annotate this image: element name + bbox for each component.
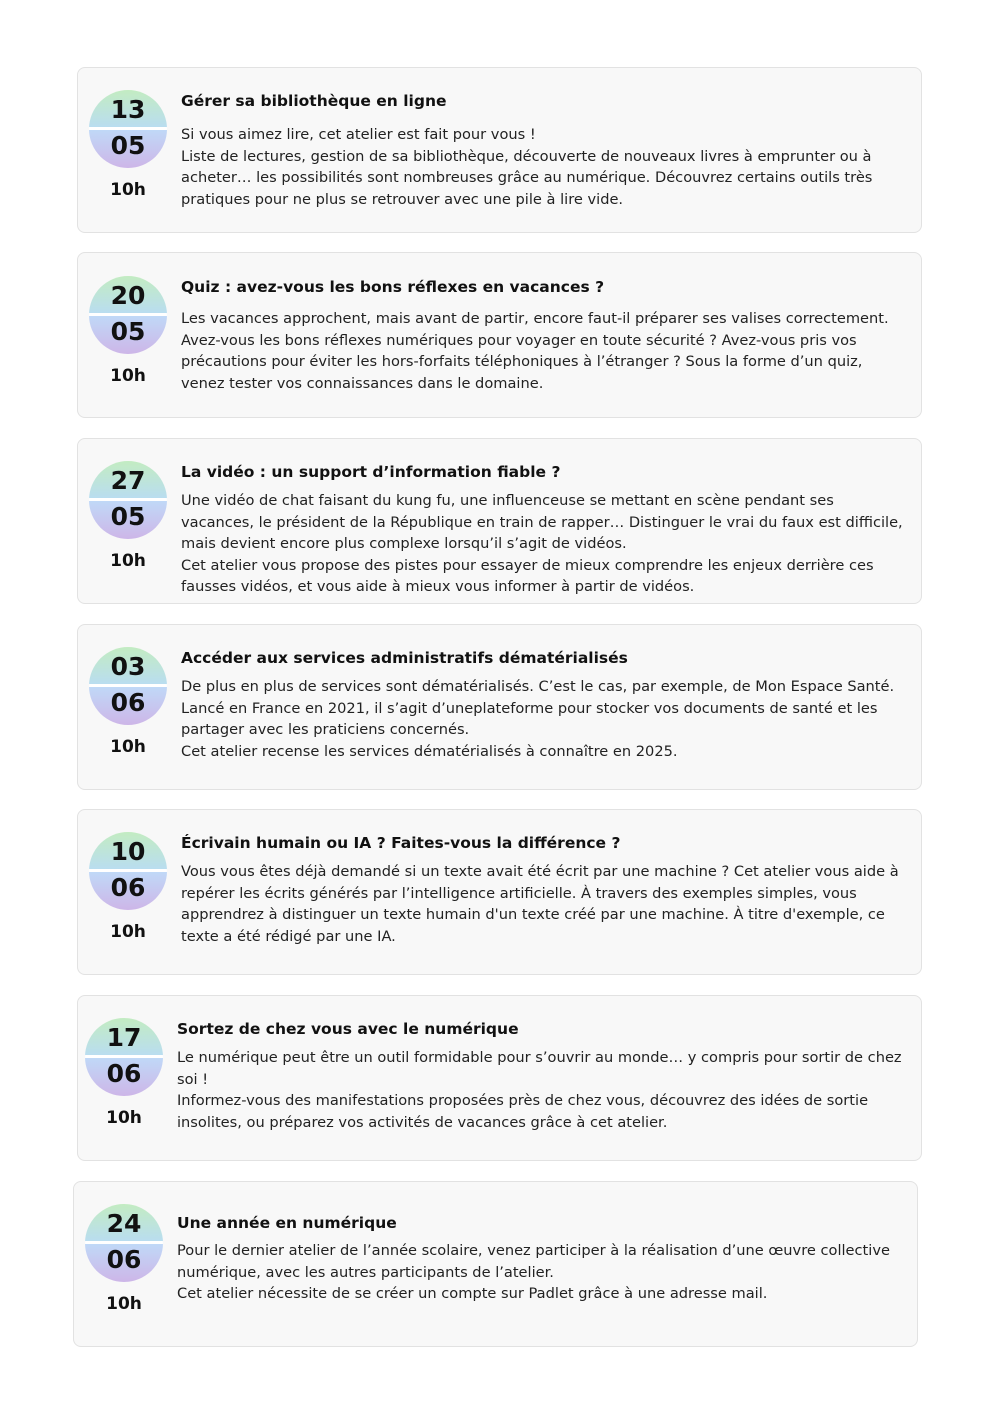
- session-time: 10h: [110, 922, 146, 942]
- session-card: [77, 438, 922, 604]
- description-paragraph: Une vidéo de chat faisant du kung fu, une influenceuse se mettant en scène pendant ses vacances, le président de la République en train de rapper… Distinguer le vrai du faux est difficile, mais devient encore plus complexe lorsqu’il s’agit de vidéos.: [181, 492, 903, 553]
- session-description: [181, 676, 906, 762]
- date-month: 06: [106, 1059, 142, 1088]
- description-paragraph: Vous vous êtes déjà demandé si un texte avait été écrit par une machine ? Cet atelier vous aide à repérer les écrits générés par l’intelligence artificielle. À travers des exemples simples, vous apprendrez à distinguer un texte humain d'un texte créé par une machine. À titre d'exemple, ce texte a été rédigé par une IA.: [181, 863, 899, 945]
- session-time: 10h: [110, 366, 146, 386]
- session-time: 10h: [110, 737, 146, 757]
- description-paragraph: Cet atelier vous propose des pistes pour essayer de mieux comprendre les enjeux derrière ces fausses vidéos, et vous aide à mieux vous informer à partir de vidéos.: [181, 556, 874, 596]
- description-paragraph: Avez-vous les bons réflexes numériques pour voyager en toute sécurité ? Avez-vous pris vos précautions pour éviter les hors-forfaits téléphoniques à l’étranger ? Sous la forme d’un quiz, venez tester vos connaissances dans le domaine.: [181, 331, 863, 392]
- description-paragraph: Les vacances approchent, mais avant de partir, encore faut-il préparer ses valises correctement.: [181, 310, 889, 327]
- date-divider: [85, 1241, 163, 1244]
- session-card: [77, 624, 922, 790]
- date-day: 20: [110, 281, 146, 310]
- session-description: [177, 1047, 902, 1133]
- session-title: Une année en numérique: [177, 1214, 397, 1232]
- date-badge: [85, 1204, 163, 1282]
- session-time: 10h: [110, 180, 146, 200]
- session-description: [181, 490, 906, 598]
- date-day: 10: [110, 837, 146, 866]
- date-month: 06: [110, 688, 146, 717]
- date-divider: [89, 869, 167, 872]
- date-month: 05: [110, 317, 146, 346]
- date-day: 17: [106, 1023, 142, 1052]
- date-badge: [89, 832, 167, 910]
- date-divider: [85, 1055, 163, 1058]
- description-paragraph: Cet atelier nécessite de se créer un compte sur Padlet grâce à une adresse mail.: [177, 1285, 768, 1303]
- session-time: 10h: [106, 1294, 142, 1314]
- session-card: [77, 67, 922, 233]
- date-badge: [89, 647, 167, 725]
- description-paragraph: Si vous aimez lire, cet atelier est fait pour vous !: [181, 126, 536, 143]
- session-card: [73, 1181, 918, 1347]
- description-paragraph: De plus en plus de services sont dématérialisés. C’est le cas, par exemple, de Mon Espace Santé.: [181, 678, 895, 695]
- date-month: 06: [110, 873, 146, 902]
- date-divider: [89, 498, 167, 501]
- session-description: [177, 1240, 902, 1305]
- date-badge: [89, 90, 167, 168]
- date-badge: [85, 1018, 163, 1096]
- session-description: [181, 124, 906, 210]
- date-divider: [89, 313, 167, 316]
- description-paragraph: Liste de lectures, gestion de sa bibliothèque, découverte de nouveaux livres à emprunter ou à acheter… les possibilités sont nombreuses grâce au numérique. Découvrez certains outils très pratiques pour ne plus se retrouver avec une pile à lire vide.: [181, 147, 873, 208]
- date-day: 13: [110, 95, 146, 124]
- session-description: [181, 308, 906, 394]
- date-month: 06: [106, 1245, 142, 1274]
- description-paragraph: Pour le dernier atelier de l’année scolaire, venez participer à la réalisation d’une œuvre collective numérique, avec les autres participants de l’atelier.: [177, 1242, 890, 1281]
- description-paragraph: Cet atelier recense les services dématérialisés à connaître en 2025.: [181, 742, 678, 760]
- session-title: La vidéo : un support d’information fiable ?: [181, 463, 561, 481]
- date-month: 05: [110, 131, 146, 160]
- session-title: Quiz : avez-vous les bons réflexes en vacances ?: [181, 278, 605, 296]
- description-paragraph: Informez-vous des manifestations proposées près de chez vous, découvrez des idées de sortie insolites, ou préparez vos activités de vacances grâce à cet atelier.: [177, 1092, 869, 1131]
- date-badge: [89, 276, 167, 354]
- date-divider: [89, 684, 167, 687]
- date-day: 24: [106, 1209, 142, 1238]
- date-badge: [89, 461, 167, 539]
- session-card: [77, 809, 922, 975]
- date-divider: [89, 127, 167, 130]
- date-day: 27: [110, 466, 146, 495]
- session-description: [181, 861, 906, 947]
- date-day: 03: [110, 652, 146, 681]
- session-title: Sortez de chez vous avec le numérique: [177, 1020, 519, 1038]
- session-card: [77, 995, 922, 1161]
- description-paragraph: Lancé en France en 2021, il s’agit d’uneplateforme pour stocker vos documents de santé et les partager avec les praticiens concernés.: [181, 699, 878, 739]
- date-month: 05: [110, 502, 146, 531]
- session-title: Écrivain humain ou IA ? Faites-vous la différence ?: [181, 834, 621, 852]
- session-time: 10h: [110, 551, 146, 571]
- session-card: [77, 252, 922, 418]
- session-time: 10h: [106, 1108, 142, 1128]
- description-paragraph: Le numérique peut être un outil formidable pour s’ouvrir au monde… y compris pour sortir de chez soi !: [177, 1049, 902, 1088]
- session-title: Gérer sa bibliothèque en ligne: [181, 92, 447, 110]
- session-title: Accéder aux services administratifs dématérialisés: [181, 649, 628, 667]
